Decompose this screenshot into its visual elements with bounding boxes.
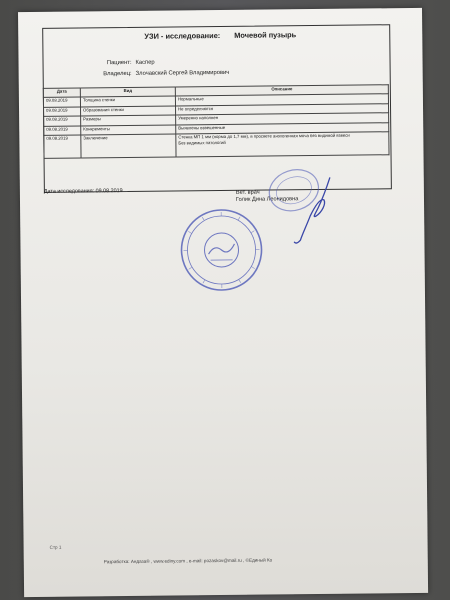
row-desc-conclusion xyxy=(176,132,389,157)
conclusion-summary: Без видимых патологий xyxy=(178,139,226,145)
row-date: 09.08.2019 xyxy=(44,106,81,116)
page-number: Стр 1 xyxy=(49,544,62,550)
subtitle-text: Мочевой пузырь xyxy=(234,30,297,40)
header-date: Дата xyxy=(43,88,80,97)
patient-line xyxy=(83,60,155,67)
vet-name: Голик Дина Леонидовна xyxy=(235,196,299,203)
row-kind: Заключение xyxy=(81,134,176,158)
exam-date: Дата исследования: 09.08.2019 xyxy=(43,188,123,195)
header-kind: Вид xyxy=(80,87,175,97)
clinic-seal-stamp xyxy=(178,207,265,294)
row-kind: Размеры xyxy=(81,115,176,125)
owner-label: Владелец: xyxy=(103,70,132,78)
results-table xyxy=(43,84,390,159)
owner-value: Злочавский Сергей Владимирович xyxy=(135,69,230,77)
vet-signature xyxy=(282,174,343,247)
title-text: УЗИ - исследование: xyxy=(144,30,221,41)
row-date: 09.08.2019 xyxy=(44,125,81,135)
row-desc: Не определяются xyxy=(175,103,388,115)
row-kind: Толщина стенки xyxy=(80,96,175,106)
row-date: 09.08.2019 xyxy=(43,97,80,107)
document-sheet xyxy=(18,8,428,597)
row-desc: Нормальные xyxy=(175,94,388,106)
row-kind: Образования стенки xyxy=(81,105,176,115)
row-kind: Конкременты xyxy=(81,124,176,134)
row-desc: Выявлены взвешенные xyxy=(176,122,389,134)
patient-value: Каспер xyxy=(135,59,155,66)
vet-label: Вет. врач xyxy=(235,189,260,196)
header-desc: Описание xyxy=(175,85,388,96)
patient-label: Пациент: xyxy=(106,59,132,67)
row-desc: Умеренно наполнен xyxy=(176,113,389,125)
footer-credits: Разработка: Андаза® , www.ediny.com , e-mail: pozaskov@mail.ru , ©Единый Ко xyxy=(103,557,273,565)
row-date: 09.08.2019 xyxy=(44,135,81,158)
conclusion-text: Стенка МП 1 мм (норма до 1,7 мм), в просвете анэхогенная моча без видимой взвеси xyxy=(178,132,350,140)
row-date: 09.08.2019 xyxy=(44,116,81,126)
table-row xyxy=(44,132,389,159)
